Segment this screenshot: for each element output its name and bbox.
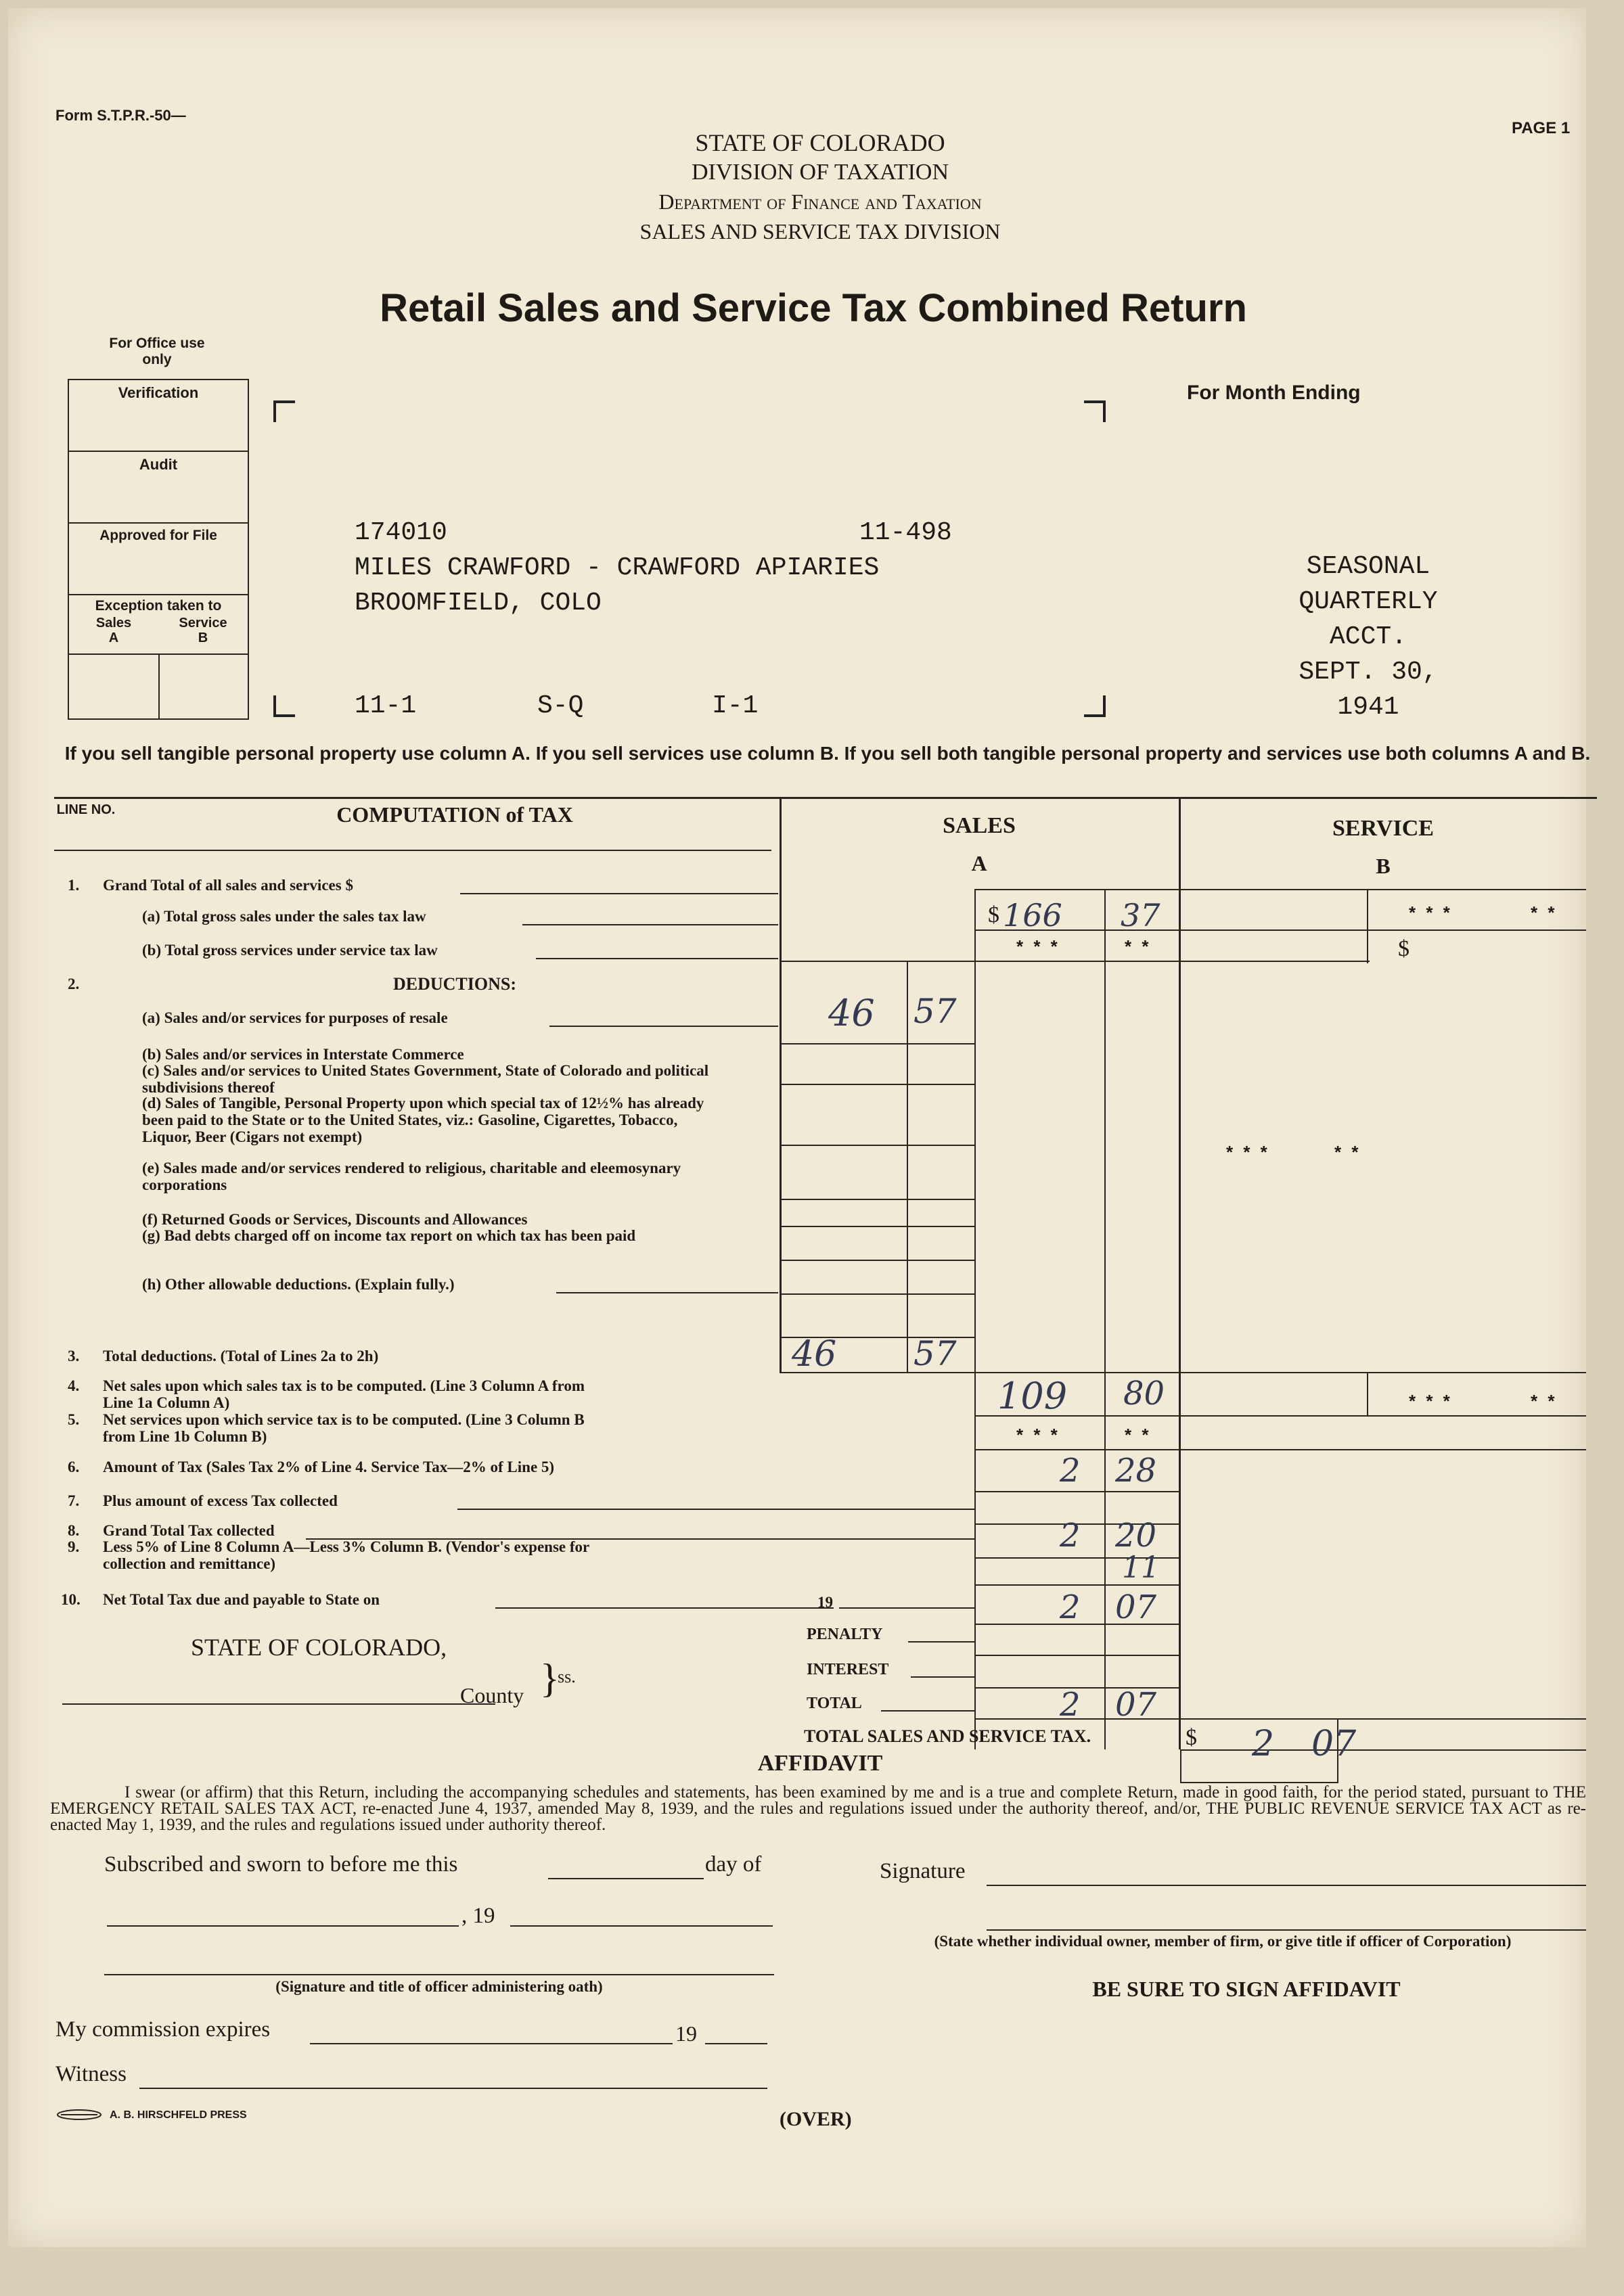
stars-1a-b-dollars: * * * (1409, 902, 1453, 923)
line-8-label: Grand Total Tax collected (103, 1522, 275, 1539)
office-use-heading: For Office use only (109, 336, 205, 367)
witness-line[interactable] (139, 2088, 767, 2089)
val-2a-dollars: 46 (828, 992, 875, 1034)
affidavit-title: AFFIDAVIT (757, 1751, 883, 1776)
col-divider-main (780, 798, 782, 1373)
window-corner-bl (273, 695, 295, 717)
division-heading: DIVISION OF TAXATION (691, 160, 949, 185)
line-2d-label: (d) Sales of Tangible, Personal Property upon which special tax of 12½% has already been paid to the State or to the United States, viz.: Gasoline, Cigarettes, Tobacco, Liquor, Beer (Cigars not exempt) (142, 1095, 704, 1145)
month-ending-label: For Month Ending (1187, 382, 1361, 404)
taxpayer-code: 11-498 (859, 518, 952, 547)
sworn-year-label: , 19 (461, 1904, 495, 1928)
line-10-label: Net Total Tax due and payable to State on (103, 1591, 380, 1608)
val-9-cents: 11 (1122, 1551, 1160, 1585)
exception-sales-label: Sales A (95, 616, 132, 645)
period-line-2: QUARTERLY (1299, 587, 1438, 616)
form-title: Retail Sales and Service Tax Combined Return (380, 286, 1247, 330)
line-7-label: Plus amount of excess Tax collected (103, 1492, 338, 1509)
be-sure-to-sign: BE SURE TO SIGN AFFIDAVIT (1092, 1977, 1401, 2001)
val-3-dollars: 46 (792, 1334, 837, 1375)
dollar-grand-total: $ (1186, 1725, 1197, 1750)
state-heading: STATE OF COLORADO (695, 129, 945, 156)
line-1b-label: (b) Total gross services under service tax law (142, 942, 438, 959)
period-block (1253, 549, 1483, 725)
line-2c-label: (c) Sales and/or services to United States Government, State of Colorado and political subdivisions thereof (142, 1062, 709, 1096)
signature-line[interactable] (987, 1885, 1586, 1886)
approved-label: Approved for File (99, 528, 217, 543)
deductions-heading: DEDUCTIONS: (392, 974, 517, 994)
window-corner-tr (1084, 400, 1106, 422)
line-9-label: Less 5% of Line 8 Column A—Less 3% Column B. (Vendor's expense for collection and remittance) (103, 1538, 589, 1572)
total-label: TOTAL (807, 1695, 862, 1712)
val-6-dollars: 2 (1060, 1452, 1081, 1490)
line-4-label: Net sales upon which sales tax is to be computed. (Line 3 Column A from Line 1a Column A) (103, 1377, 585, 1411)
val-8-dollars: 2 (1060, 1517, 1081, 1555)
venue-county: County (460, 1683, 524, 1707)
table-top-rule (54, 797, 1597, 799)
total-sales-service-label: TOTAL SALES AND SERVICE TAX. (804, 1726, 1091, 1746)
stars-1b-a-dollars: * * * (1016, 936, 1060, 957)
val-grand-total-cents: 07 (1311, 1724, 1357, 1764)
line-2b-label: (b) Sales and/or services in Interstate Commerce (142, 1046, 464, 1063)
val-2a-cents: 57 (914, 992, 957, 1031)
period-line-1: SEASONAL (1306, 552, 1430, 581)
venue-brace: } (540, 1656, 560, 1701)
period-line-3: ACCT. (1329, 622, 1407, 651)
witness-label: Witness (55, 2062, 127, 2086)
exception-service-label: Service B (179, 616, 227, 645)
window-corner-br (1084, 695, 1106, 717)
line-2a-label: (a) Sales and/or services for purposes of resale (142, 1009, 448, 1026)
stars-2d-b-cents: * * (1334, 1142, 1361, 1162)
dollar-1b: $ (1398, 936, 1409, 961)
stars-1b-a-cents: * * (1125, 936, 1152, 957)
subscribed-label: Subscribed and sworn to before me this (104, 1852, 458, 1877)
line-no-header: LINE NO. (56, 802, 116, 817)
val-10-cents: 07 (1115, 1588, 1157, 1626)
verification-label: Verification (118, 384, 199, 401)
line-2h-label: (h) Other allowable deductions. (Explain fully.) (142, 1276, 455, 1293)
val-8-cents: 20 (1115, 1517, 1157, 1555)
code-1: 11-1 (355, 691, 417, 720)
penalty-label: PENALTY (807, 1626, 883, 1643)
office-use-box (68, 379, 249, 720)
window-corner-tl (273, 400, 295, 422)
exception-label: Exception taken to (95, 598, 222, 614)
val-total-dollars: 2 (1060, 1686, 1081, 1724)
sales-col-letter: A (971, 851, 987, 875)
val-grand-total-dollars: 2 (1252, 1724, 1275, 1764)
line-2g-label: (g) Bad debts charged off on income tax report on which tax has been paid (142, 1227, 636, 1244)
audit-label: Audit (139, 456, 178, 473)
line-1-label: Grand Total of all sales and services $ (103, 877, 353, 894)
taxpayer-city: BROOMFIELD, COLO (355, 589, 602, 618)
code-3: I-1 (712, 691, 759, 720)
period-line-4: SEPT. 30, (1299, 658, 1438, 687)
service-col-letter: B (1376, 854, 1391, 878)
val-1a-cents: 37 (1121, 897, 1160, 934)
val-total-cents: 07 (1115, 1686, 1157, 1724)
val-10-dollars: 2 (1060, 1588, 1081, 1626)
printer-name: A. B. HIRSCHFELD PRESS (110, 2109, 247, 2121)
stars-2d-b-dollars: * * * (1226, 1142, 1270, 1162)
venue-state: STATE OF COLORADO, (191, 1634, 447, 1661)
service-header: SERVICE (1332, 816, 1434, 841)
commission-year-label: 19 (675, 2021, 697, 2046)
stars-5-a-dollars: * * * (1016, 1425, 1060, 1445)
owner-note: (State whether individual owner, member of firm, or give title if officer of Corporation) (934, 1933, 1512, 1950)
period-line-5: 1941 (1337, 693, 1399, 722)
day-of-label: day of (705, 1852, 762, 1877)
stars-5-a-cents: * * (1125, 1425, 1152, 1445)
stars-4-b-dollars: * * * (1409, 1391, 1453, 1411)
line-2f-label: (f) Returned Goods or Services, Discounts and Allowances (142, 1211, 528, 1228)
sales-header: SALES (943, 813, 1016, 838)
line-3-label: Total deductions. (Total of Lines 2a to 2h) (103, 1348, 379, 1364)
account-number: 174010 (355, 518, 447, 547)
code-2: S-Q (537, 691, 584, 720)
venue-ss: ss. (558, 1667, 576, 1686)
computation-header: COMPUTATION of TAX (336, 802, 573, 827)
val-4-dollars: 109 (997, 1375, 1068, 1417)
interest-label: INTEREST (807, 1661, 889, 1678)
affidavit-text: I swear (or affirm) that this Return, including the accompanying schedules and statements, has been examined by me and is a true and complete Return, made in good faith, for the period stated, pursuant to THE EMERGENCY RETAIL SALES TAX ACT, re-enacted June 4, 1937, amended May 8, 1939, and the rules and regulations issued under the authority thereof, and/or, THE PUBLIC REVENUE SERVICE TAX ACT as re-enacted May 1, 1939, and the rules and regulations issued under authority thereof. (50, 1783, 1586, 1834)
line-5-label: Net services upon which service tax is to be computed. (Line 3 Column B from Line 1b Column B) (103, 1411, 585, 1445)
dollar-1a: $ (988, 902, 999, 927)
val-6-cents: 28 (1115, 1452, 1157, 1490)
over-label: (OVER) (780, 2108, 852, 2130)
form-id: Form S.T.P.R.-50— (55, 107, 186, 124)
department-heading: Department of Finance and Taxation (658, 189, 982, 214)
col-divider-ab (1179, 798, 1181, 1749)
val-3-cents: 57 (914, 1334, 957, 1373)
tax-return-form-page: Form S.T.P.R.-50— PAGE 1 STATE OF COLORADO DIVISION OF TAXATION Department of Finance and Taxation SALES AND SERVICE TAX DIVISION Retail Sales and Service Tax Combined Return For Office use only Verification Audit Approved for File Exception taken to Sales A Service B For Month Ending 174010 11-498 MILES CRAWFORD - CRAWFORD APIARIES BROOMFIELD, COLO 11-1 S-Q I-1 SEASONAL QUARTERLY ACCT. SEPT. 30, 1941 If you sell tangible personal property use column A. If you sell services use column B. If you sell both tangible personal property and services use both columns A and B. LINE NO. COMPUTATION of TAX SALES A SERVICE B 1. Grand Total of all sales and services $ (a) Total gross sales under the sales tax law (b) Total gross services under service tax law 2. DEDUCTIONS: (a) Sales and/or services for purposes of resale (b) Sales and/or services in Interstate Commerce (c) Sales and/or services to United States Government, State of Colorado and political subdivisions thereof (d) Sales of Tangible, Personal Property upon which special tax of 12½% has already been paid to the State or to the United States, viz.: Gasoline, Cigarettes, Tobacco, Liquor, Beer (Cigars not exempt) (e) Sales made and/or services rendered to religious, charitable and eleemosynary corporations (f) Returned Goods or Services, Discounts and Allowances (g) Bad debts charged off on income tax report on which tax has been paid (h) Other allowable deductions. (Explain fully.) 3. Total deductions. (Total of Lines 2a to 2h) 4. Net sales upon which sales tax is to be computed. (Line 3 Column A from Line 1a Column A) 5. Net services upon which service tax is to be computed. (Line 3 Column B from Line 1b Column B) 6. Amount of Tax (Sales Tax 2% of Line 4. Service Tax—2% of Line 5) 7. Plus amount of excess Tax collected 8. Grand Total Tax collected 9. Less 5% of Line 8 Column A—Less 3% Column B. (Vendor's expense for collection and remittance) 10. Net Total Tax due and payable to State on 19 PENALTY INTEREST TOTAL TOTAL SALES AND SERVICE TAX. * * * * * * * * * * * * * * * * * * * * * * * * * $ $ $ 166 37 46 57 46 57 109 80 2 28 2 20 11 2 07 2 07 2 07 STATE OF COLORADO, County } ss. AFFIDAVIT I swear (or affirm) that this Return, including the accompanying schedules and statements, has been examined by me and is a true and complete Return, made in good faith, for the period stated, pursuant to THE EMERGENCY RETAIL SALES TAX ACT, re-enacted June 4, 1937, amended May 8, 1939, and the rules and regulations issued under the authority thereof, and/or, THE PUBLIC REVENUE SERVICE TAX ACT as re-enacted May 1, 1939, and the rules and regulations issued under authority thereof. Subscribed and sworn to before me this day of , 19 (Signature and title of officer administering oath) Signature (State whether individual owner, member of firm, or give title if officer of Corporation) BE SURE TO SIGN AFFIDAVIT My commission expires 19 Witness A. B. HIRSCHFELD PRESS (OVER) (8, 8, 1586, 2247)
val-4-cents: 80 (1123, 1375, 1165, 1413)
stars-4-b-cents: * * (1531, 1391, 1558, 1411)
officer-signature-note: (Signature and title of officer administering oath) (275, 1978, 603, 1995)
line-6-label: Amount of Tax (Sales Tax 2% of Line 4. Service Tax—2% of Line 5) (103, 1459, 555, 1475)
commission-label: My commission expires (55, 2017, 271, 2042)
page-label: PAGE 1 (1512, 119, 1571, 137)
taxpayer-name: MILES CRAWFORD - CRAWFORD APIARIES (355, 553, 880, 582)
signature-label: Signature (880, 1859, 966, 1883)
stars-1a-b-cents: * * (1531, 902, 1558, 923)
line-1a-label: (a) Total gross sales under the sales tax law (142, 908, 426, 925)
section-heading: SALES AND SERVICE TAX DIVISION (639, 219, 1001, 244)
line-2e-label: (e) Sales made and/or services rendered to religious, charitable and eleemosynary corporations (142, 1160, 681, 1193)
printer-logo (57, 2109, 102, 2120)
instructions: If you sell tangible personal property use column A. If you sell services use column B. If you sell both tangible personal property and services use both columns A and B. (64, 743, 1591, 764)
line-10-year: 19 (817, 1594, 833, 1611)
val-1a-dollars: 166 (1003, 897, 1062, 934)
